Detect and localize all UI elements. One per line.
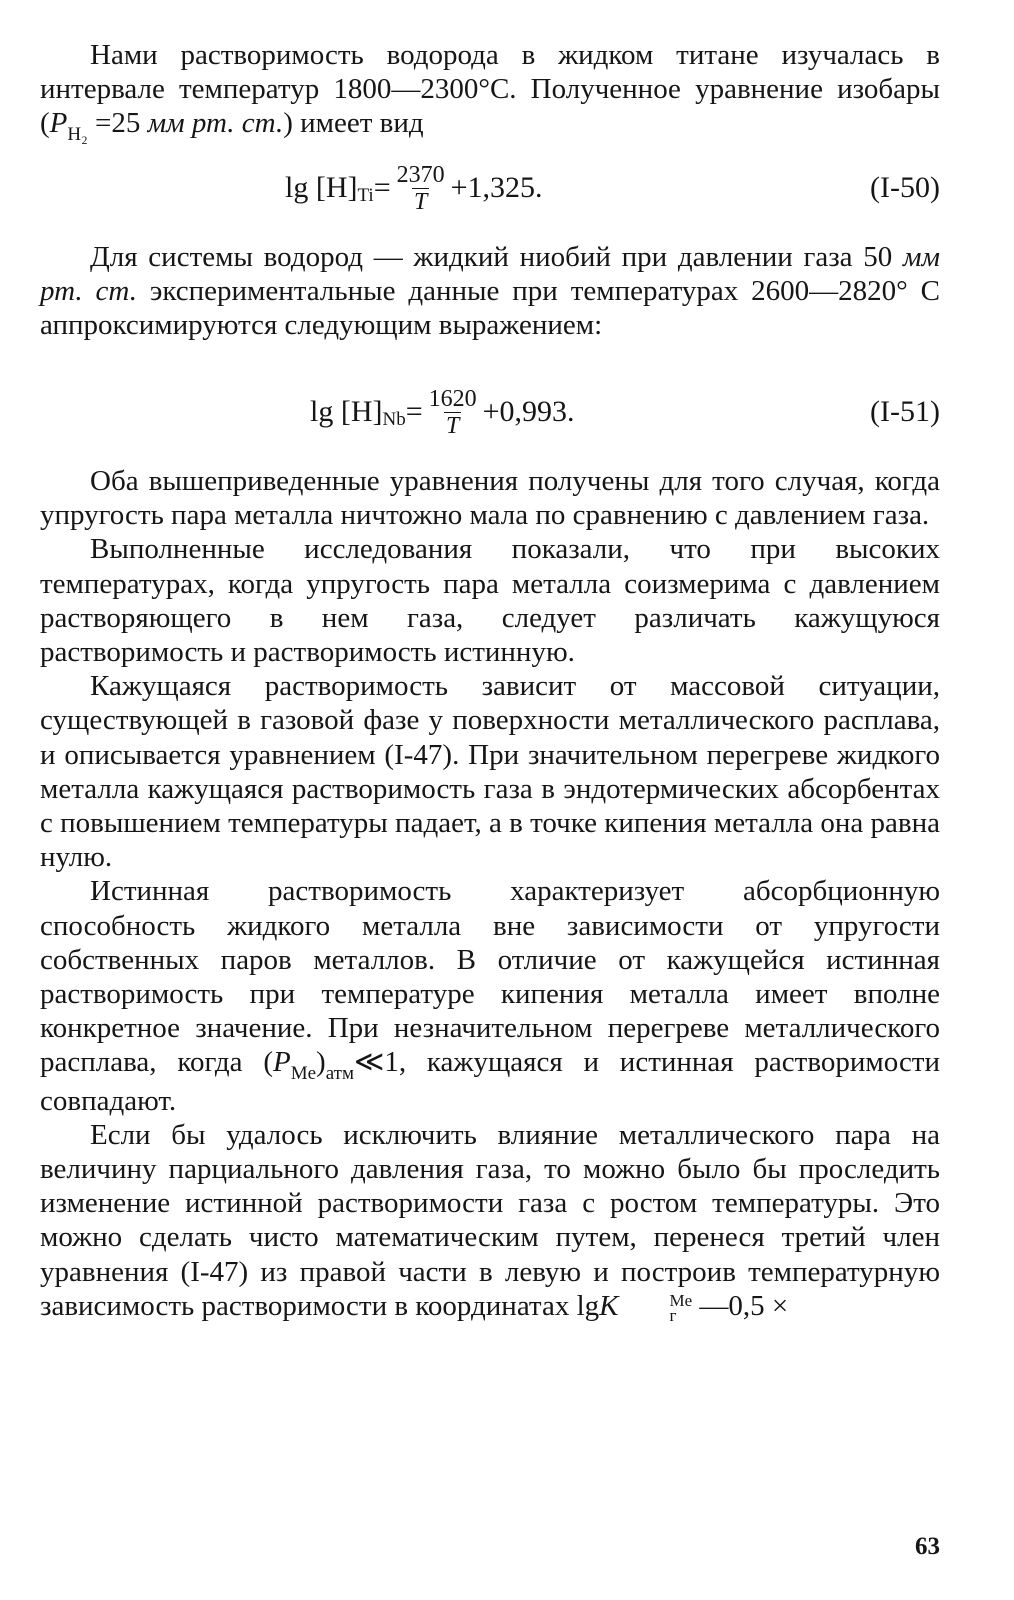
k-symbol: K xyxy=(599,1289,619,1322)
equation-formula xyxy=(285,152,543,224)
equation-rhs: +0,993. xyxy=(482,395,575,428)
k-superscript: Me xyxy=(669,1291,693,1311)
fraction-denominator: T xyxy=(413,188,428,215)
paragraph-text: ≪1, кажущаяся и истинная растворимости совпадают. xyxy=(40,1046,941,1117)
fraction-denominator: T xyxy=(445,412,460,439)
paragraph-text: Истинная растворимость характеризует абсорбционную способность жидкого металла вне зависимости от упругости собственных паров металлов. В отличие от кажущейся истинная растворимость при температуре кипения металла имеет вполне конкретное значение. При незначительном перегреве металлического расплава, когда ( xyxy=(40,875,940,1079)
paragraph-true-solubility xyxy=(40,874,940,1117)
paragraph-titanium xyxy=(40,38,940,145)
paragraph-text: =25 xyxy=(87,107,148,140)
pressure-symbol: P xyxy=(272,1046,291,1079)
k-indices xyxy=(620,1291,693,1326)
pressure-symbol: P xyxy=(49,107,68,140)
equation-lhs: lg [H] xyxy=(285,171,358,204)
equation-rhs: +1,325. xyxy=(450,171,543,204)
paragraph-text: ) имеет вид xyxy=(283,107,424,140)
equation-equals: = xyxy=(373,171,391,204)
equation-formula xyxy=(310,376,575,448)
paragraph-text: Нами растворимость водорода в жидком титане изучалась в интервале температур 1800—2300°С. Полученное уравнение изобары ( xyxy=(40,39,940,140)
paragraph-both-equations: Оба вышеприведенные уравнения получены для того случая, когда упругость пара металла ничтожно мала по сравнению с давлением газа. xyxy=(40,465,940,532)
paragraph-text: Для системы водород — жидкий ниобий при давлении газа 50 xyxy=(90,241,903,273)
pressure-unit: мм рт. ст. xyxy=(147,107,284,140)
equation-i-51 xyxy=(40,376,940,448)
atm-subscript: атм xyxy=(325,1063,354,1085)
equation-lhs-subscript: Nb xyxy=(382,409,406,430)
equation-lhs: lg [H] xyxy=(310,395,383,428)
equation-fraction xyxy=(427,386,479,439)
body-text xyxy=(40,464,941,1326)
pressure-subscript: Me xyxy=(290,1063,317,1085)
fraction-numerator: 2370 xyxy=(396,161,445,188)
page-number: 63 xyxy=(915,1533,940,1560)
equation-number: (I-50) xyxy=(870,171,940,204)
equation-number: (I-51) xyxy=(870,395,940,428)
pressure-subscript: H₂ xyxy=(67,124,88,146)
k-subscript: г xyxy=(669,1306,677,1326)
fraction-numerator: 1620 xyxy=(428,385,477,412)
equation-fraction xyxy=(395,162,447,215)
paragraph-text: ) xyxy=(316,1046,326,1079)
paragraph-text: —0,5 × xyxy=(692,1289,789,1322)
paragraph-apparent-solubility: Кажущаяся растворимость зависит от массовой ситуации, существующей в газовой фазе у поверхности металлического расплава, и описывается уравнением (I-47). При значительном перегреве жидкого металла кажущаяся растворимость газа в эндотермических абсорбентах с повышением температуры падает, а в точке кипения металла она равна нулю. xyxy=(40,670,940,874)
paragraph-text: экспериментальные данные при температурах 2600—2820° С аппроксимируются следующим выражением: xyxy=(40,275,940,342)
paragraph-high-temperatures: Выполненные исследования показали, что при высоких температурах, когда упругость пара металла соизмерима с давлением растворяющего в нем газа, следует различать кажущуюся растворимость и растворимость истинную. xyxy=(40,533,940,669)
equation-equals: = xyxy=(405,395,423,428)
paragraph-niobium xyxy=(40,240,940,343)
pressure-unit: мм рт. ст. xyxy=(40,241,940,308)
paragraph-metal-vapor xyxy=(40,1118,940,1326)
paragraph-text: Если бы удалось исключить влияние металлического пара на величину парциального давления газа, то можно было бы проследить изменение истинной растворимости газа с ростом температуры. Это можно сделать чисто математическим путем, перенеся третий член уравнения (I-47) из правой части в левую и построив температурную зависимость растворимости в координатах lg xyxy=(40,1118,940,1322)
equation-lhs-subscript: Ti xyxy=(357,185,374,206)
equation-i-50 xyxy=(40,152,940,224)
